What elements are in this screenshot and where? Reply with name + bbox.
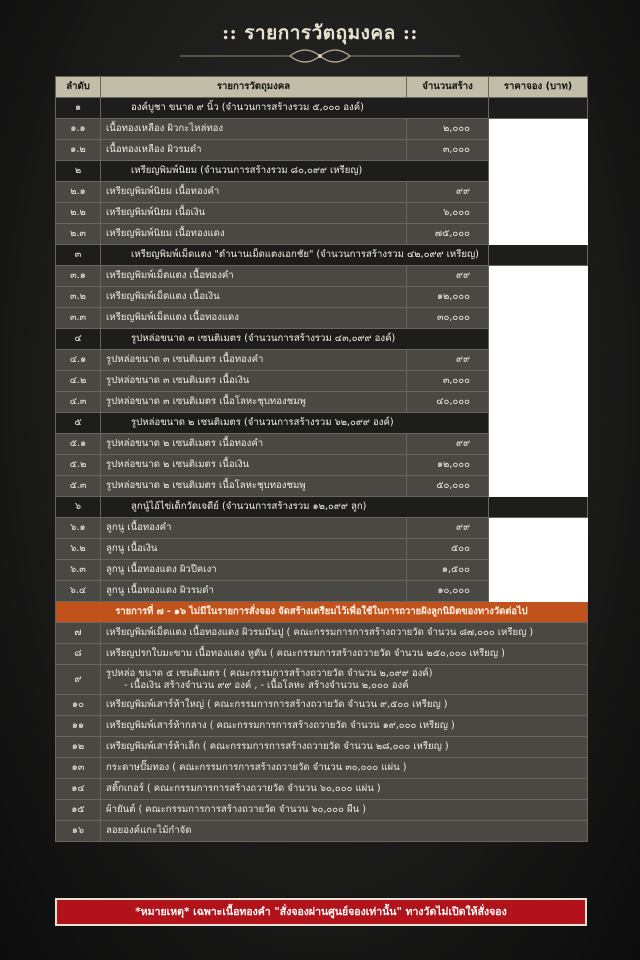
item-quantity: ๗๕,๐๐๐ bbox=[407, 224, 489, 245]
item-name: ลูกนู เนื้อทองคำ bbox=[101, 518, 407, 539]
row-number: ๑๖ bbox=[56, 821, 101, 842]
row-number: ๗ bbox=[56, 623, 101, 644]
group-title: เหรียญพิมพ์เม็ดแตง "ตำนานเม็ดแตงเอกชัย" (จำนวนการสร้างรวม ๔๒,๐๙๙ เหรียญ) bbox=[101, 245, 489, 266]
group-title: รูปหล่อขนาด ๓ เซนติเมตร (จำนวนการสร้างรวม ๔๓,๐๙๙ องค์) bbox=[101, 329, 489, 350]
misc-line: สติ๊กเกอร์ ( คณะกรรมการการสร้างถวายวัด จำนวน ๖๐,๐๐๐ แผ่น ) bbox=[106, 783, 381, 794]
price-cell bbox=[489, 266, 588, 287]
page-title: :: รายการวัตถุมงคล :: bbox=[222, 22, 418, 44]
row-number: ๒.๒ bbox=[56, 203, 101, 224]
item-name: เนื้อทองเหลือง ผิวกะไหล่ทอง bbox=[101, 119, 407, 140]
price-cell bbox=[489, 455, 588, 476]
misc-row bbox=[56, 821, 588, 842]
misc-description bbox=[101, 623, 588, 644]
misc-row bbox=[56, 779, 588, 800]
item-row bbox=[56, 119, 588, 140]
item-quantity: ๖,๐๐๐ bbox=[407, 203, 489, 224]
group-row bbox=[56, 161, 588, 182]
item-quantity: ๓,๐๐๐ bbox=[407, 371, 489, 392]
group-row bbox=[56, 413, 588, 434]
misc-line: รูปหล่อ ขนาด ๕ เซนติเมตร ( คณะกรรมการสร้างถวายวัด จำนวน ๒,๐๙๙ องค์) bbox=[106, 667, 433, 679]
item-row bbox=[56, 287, 588, 308]
misc-description bbox=[101, 821, 588, 842]
group-title: ลูกนู๋ไอ้ไข่เด็กวัดเจดีย์ (จำนวนการสร้างรวม ๑๒,๐๙๙ ลูก) bbox=[101, 497, 489, 518]
table-header-row bbox=[56, 77, 588, 98]
row-number: ๔ bbox=[56, 329, 101, 350]
row-number: ๑๑ bbox=[56, 716, 101, 737]
misc-description bbox=[101, 695, 588, 716]
misc-description bbox=[101, 644, 588, 665]
item-name: เหรียญพิมพ์เม็ดแตง เนื้อทองแดง bbox=[101, 308, 407, 329]
item-row bbox=[56, 539, 588, 560]
row-number: ๓ bbox=[56, 245, 101, 266]
misc-description bbox=[101, 758, 588, 779]
item-quantity: ๙๙ bbox=[407, 350, 489, 371]
item-quantity: ๑๒,๐๐๐ bbox=[407, 287, 489, 308]
item-name: ลูกนู เนื้อทองแดง ผิวรมดำ bbox=[101, 581, 407, 602]
price-cell bbox=[489, 539, 588, 560]
row-number: ๔.๒ bbox=[56, 371, 101, 392]
price-cell bbox=[489, 224, 588, 245]
group-row bbox=[56, 98, 588, 119]
price-cell bbox=[489, 140, 588, 161]
item-quantity: ๔๐,๐๐๐ bbox=[407, 392, 489, 413]
misc-description bbox=[101, 716, 588, 737]
price-cell bbox=[489, 308, 588, 329]
item-row bbox=[56, 392, 588, 413]
item-quantity: ๑๒,๐๐๐ bbox=[407, 455, 489, 476]
item-quantity: ๕๐๐ bbox=[407, 539, 489, 560]
row-number: ๙ bbox=[56, 665, 101, 695]
price-cell bbox=[489, 518, 588, 539]
divider-ornament bbox=[170, 46, 470, 66]
item-quantity: ๑๐,๐๐๐ bbox=[407, 581, 489, 602]
item-name: ลูกนู เนื้อทองแดง ผิวปีคเงา bbox=[101, 560, 407, 581]
item-row bbox=[56, 266, 588, 287]
misc-line: เหรียญพิมพ์เม็ดแตง เนื้อทองแดง ผิวรมมันปู ( คณะกรรมการการสร้างถวายวัด จำนวน ๘๗,๐๐๐ เหรียญ ) bbox=[106, 627, 534, 638]
row-number: ๓.๑ bbox=[56, 266, 101, 287]
price-cell bbox=[489, 203, 588, 224]
item-quantity: ๑,๕๐๐ bbox=[407, 560, 489, 581]
group-title: เหรียญพิมพ์นิยม (จำนวนการสร้างรวม ๘๐,๐๙๙ เหรียญ) bbox=[101, 161, 489, 182]
price-cell bbox=[489, 560, 588, 581]
row-number: ๕.๑ bbox=[56, 434, 101, 455]
item-name: เหรียญพิมพ์เม็ดแตง เนื้อทองคำ bbox=[101, 266, 407, 287]
item-quantity: ๓,๐๐๐ bbox=[407, 140, 489, 161]
item-name: รูปหล่อขนาด ๒ เซนติเมตร เนื้อโลหะชุบทองชมพู bbox=[101, 476, 407, 497]
row-number: ๑.๒ bbox=[56, 140, 101, 161]
row-number: ๔.๓ bbox=[56, 392, 101, 413]
header-qty: จำนวนสร้าง bbox=[407, 77, 489, 98]
items-body bbox=[56, 98, 588, 602]
item-name: เนื้อทองเหลือง ผิวรมดำ bbox=[101, 140, 407, 161]
header-no: ลำดับ bbox=[56, 77, 101, 98]
item-row bbox=[56, 476, 588, 497]
misc-row bbox=[56, 644, 588, 665]
item-row bbox=[56, 308, 588, 329]
misc-subline: - เนื้อเงิน สร้างจำนวน ๙๙ องค์ , - เนื้อโลหะ สร้างจำนวน ๒,๐๐๐ องค์ bbox=[124, 679, 409, 691]
price-cell bbox=[489, 434, 588, 455]
item-row bbox=[56, 518, 588, 539]
price-cell bbox=[489, 476, 588, 497]
item-name: รูปหล่อขนาด ๒ เซนติเมตร เนื้อทองคำ bbox=[101, 434, 407, 455]
row-number: ๕.๒ bbox=[56, 455, 101, 476]
item-row bbox=[56, 203, 588, 224]
row-number: ๓.๒ bbox=[56, 287, 101, 308]
price-cell bbox=[489, 98, 588, 119]
misc-line: เหรียญปรกใบมะขาม เนื้อทองแดง หูตัน ( คณะกรรมการสร้างถวายวัด จำนวน ๒๕๐,๐๐๐ เหรียญ ) bbox=[106, 648, 505, 659]
misc-row bbox=[56, 665, 588, 695]
row-number: ๖.๔ bbox=[56, 581, 101, 602]
price-cell bbox=[489, 413, 588, 434]
item-name: เหรียญพิมพ์นิยม เนื้อทองคำ bbox=[101, 182, 407, 203]
misc-line: ลอยองค์แกะไม้กำจัด bbox=[106, 825, 192, 836]
item-row bbox=[56, 224, 588, 245]
row-number: ๑๓ bbox=[56, 758, 101, 779]
misc-description bbox=[101, 779, 588, 800]
misc-line: กระดาษปั๊มทอง ( คณะกรรมการการสร้างถวายวัด จำนวน ๓๐,๐๐๐ แผ่น ) bbox=[106, 762, 407, 773]
item-row bbox=[56, 560, 588, 581]
item-quantity: ๓๐,๐๐๐ bbox=[407, 308, 489, 329]
price-cell bbox=[489, 497, 588, 518]
row-number: ๓.๓ bbox=[56, 308, 101, 329]
item-quantity: ๙๙ bbox=[407, 266, 489, 287]
price-cell bbox=[489, 287, 588, 308]
item-row bbox=[56, 140, 588, 161]
item-row bbox=[56, 434, 588, 455]
row-number: ๖.๑ bbox=[56, 518, 101, 539]
item-name: รูปหล่อขนาด ๓ เซนติเมตร เนื้อโลหะชุบทองชมพู bbox=[101, 392, 407, 413]
misc-row bbox=[56, 758, 588, 779]
group-title: องค์บูชา ขนาด ๙ นิ้ว (จำนวนการสร้างรวม ๕,๐๐๐ องค์) bbox=[101, 98, 489, 119]
row-number: ๕.๓ bbox=[56, 476, 101, 497]
misc-row bbox=[56, 800, 588, 821]
item-quantity: ๙๙ bbox=[407, 434, 489, 455]
price-cell bbox=[489, 371, 588, 392]
item-name: รูปหล่อขนาด ๒ เซนติเมตร เนื้อเงิน bbox=[101, 455, 407, 476]
row-number: ๒.๑ bbox=[56, 182, 101, 203]
misc-row bbox=[56, 695, 588, 716]
price-cell bbox=[489, 245, 588, 266]
misc-description bbox=[101, 737, 588, 758]
misc-row bbox=[56, 623, 588, 644]
price-cell bbox=[489, 161, 588, 182]
item-name: เหรียญพิมพ์เม็ดแตง เนื้อเงิน bbox=[101, 287, 407, 308]
item-quantity: ๕๐,๐๐๐ bbox=[407, 476, 489, 497]
items-table bbox=[55, 76, 588, 842]
misc-line: เหรียญพิมพ์เสาร์ห้าใหญ่ ( คณะกรรมการการสร้างถวายวัด จำนวน ๙,๕๐๐ เหรียญ ) bbox=[106, 699, 448, 710]
misc-row bbox=[56, 716, 588, 737]
row-number: ๖.๒ bbox=[56, 539, 101, 560]
group-row bbox=[56, 497, 588, 518]
item-name: ลูกนู เนื้อเงิน bbox=[101, 539, 407, 560]
item-row bbox=[56, 371, 588, 392]
group-row bbox=[56, 245, 588, 266]
group-row bbox=[56, 329, 588, 350]
item-row bbox=[56, 182, 588, 203]
row-number: ๑ bbox=[56, 98, 101, 119]
row-number: ๑๒ bbox=[56, 737, 101, 758]
row-number: ๖.๓ bbox=[56, 560, 101, 581]
note-text: รายการที่ ๗ - ๑๖ ไม่มีในรายการสั่งจอง จัดสร้างเตรียมไว้เพื่อใช้ในการถวายฝังลูกนิมิตของทางวัดต่อไป bbox=[56, 602, 588, 623]
price-cell bbox=[489, 392, 588, 413]
item-row bbox=[56, 350, 588, 371]
row-number: ๒.๓ bbox=[56, 224, 101, 245]
header-price: ราคาจอง (บาท) bbox=[489, 77, 588, 98]
price-cell bbox=[489, 581, 588, 602]
row-number: ๒ bbox=[56, 161, 101, 182]
misc-body bbox=[56, 602, 588, 842]
row-number: ๑.๑ bbox=[56, 119, 101, 140]
row-number: ๑๐ bbox=[56, 695, 101, 716]
footer-remark: *หมายเหตุ* เฉพาะเนื้อทองคำ "สั่งจองผ่านศูนย์จองเท่านั้น" ทางวัดไม่เปิดให้สั่งจอง bbox=[55, 898, 587, 926]
price-cell bbox=[489, 119, 588, 140]
price-cell bbox=[489, 182, 588, 203]
row-number: ๘ bbox=[56, 644, 101, 665]
item-name: รูปหล่อขนาด ๓ เซนติเมตร เนื้อทองคำ bbox=[101, 350, 407, 371]
group-title: รูปหล่อขนาด ๒ เซนติเมตร (จำนวนการสร้างรวม ๖๒,๐๙๙ องค์) bbox=[101, 413, 489, 434]
row-number: ๔.๑ bbox=[56, 350, 101, 371]
item-row bbox=[56, 581, 588, 602]
item-quantity: ๙๙ bbox=[407, 182, 489, 203]
row-number: ๕ bbox=[56, 413, 101, 434]
item-name: รูปหล่อขนาด ๓ เซนติเมตร เนื้อเงิน bbox=[101, 371, 407, 392]
misc-description bbox=[101, 665, 588, 695]
misc-line: เหรียญพิมพ์เสาร์ห้าเล็ก ( คณะกรรมการการสร้างถวายวัด จำนวน ๒๘,๐๐๐ เหรียญ ) bbox=[106, 741, 449, 752]
item-name: เหรียญพิมพ์นิยม เนื้อทองแดง bbox=[101, 224, 407, 245]
item-quantity: ๙๙ bbox=[407, 518, 489, 539]
price-cell bbox=[489, 329, 588, 350]
misc-description bbox=[101, 800, 588, 821]
misc-row bbox=[56, 737, 588, 758]
header-item: รายการวัตถุมงคล bbox=[101, 77, 407, 98]
row-number: ๑๔ bbox=[56, 779, 101, 800]
misc-line: ผ้ายันต์ ( คณะกรรมการการสร้างถวายวัด จำนวน ๖๐,๐๐๐ ผืน ) bbox=[106, 804, 366, 815]
note-row bbox=[56, 602, 588, 623]
item-quantity: ๒,๐๐๐ bbox=[407, 119, 489, 140]
row-number: ๖ bbox=[56, 497, 101, 518]
item-row bbox=[56, 455, 588, 476]
item-name: เหรียญพิมพ์นิยม เนื้อเงิน bbox=[101, 203, 407, 224]
misc-line: เหรียญพิมพ์เสาร์ห้ากลาง ( คณะกรรมการการสร้างถวายวัด จำนวน ๑๙,๐๐๐ เหรียญ ) bbox=[106, 720, 455, 731]
price-cell bbox=[489, 350, 588, 371]
row-number: ๑๕ bbox=[56, 800, 101, 821]
